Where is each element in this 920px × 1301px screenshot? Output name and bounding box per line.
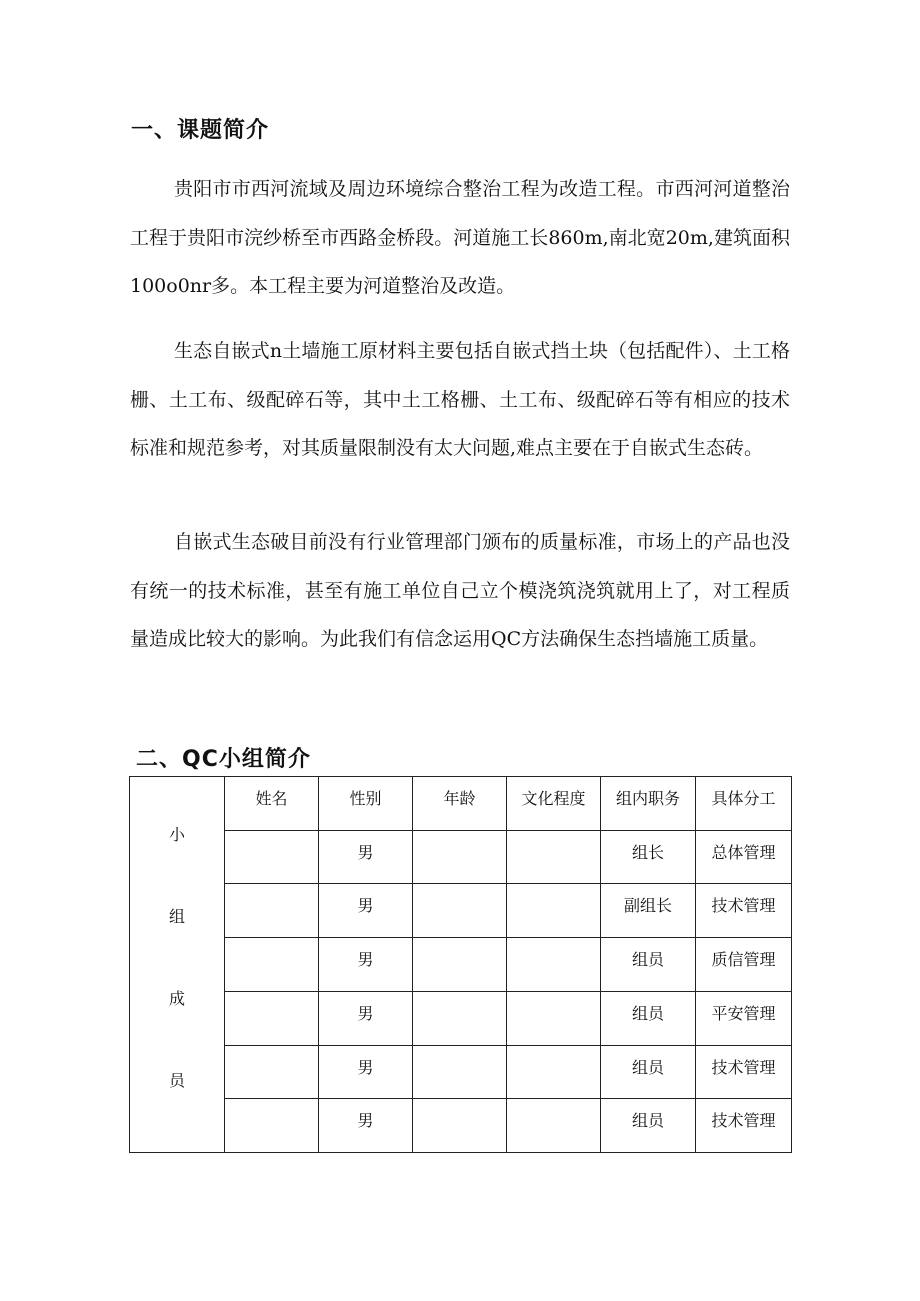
cell-duty: 技术管理 [696,1099,792,1153]
qc-members-table [129,776,792,1153]
group-members-label [130,777,225,1153]
table-row [130,1045,792,1099]
cell-education [507,830,601,884]
table-row [130,884,792,938]
column-header-age: 年龄 [413,777,507,831]
cell-role: 组员 [601,1045,696,1099]
cell-age [413,884,507,938]
cell-duty: 技术管理 [696,1045,792,1099]
cell-gender: 男 [319,1045,413,1099]
side-label-char: 成 [168,989,185,1008]
cell-name [225,1045,319,1099]
cell-role: 组长 [601,830,696,884]
cell-education [507,938,601,992]
section-heading-intro: 一、课题简介 [131,118,270,143]
cell-name [225,884,319,938]
column-header-duty: 具体分工 [696,777,792,831]
column-header-education: 文化程度 [507,777,601,831]
intro-paragraph-1: 贵阳市市西河流域及周边环境综合整治工程为改造工程。市西河河道整治工程于贵阳市浣纱桥至市西路金桥段。河道施工长860m,南北宽20m,建筑面积100o0nr多。本工程主要为河道整治及改造。 [130,178,790,297]
cell-role: 组员 [601,938,696,992]
intro-paragraph-2: 生态自嵌式n土墙施工原材料主要包括自嵌式挡土块（包括配件）、土工格栅、土工布、级配碎石等，其中土工格栅、土工布、级配碎石等有相应的技术标准和规范参考，对其质量限制没有太大问题,难点主要在于自嵌式生态砖。 [130,340,790,459]
table-row [130,991,792,1045]
cell-education [507,884,601,938]
table-header-row [130,777,792,831]
cell-gender: 男 [319,991,413,1045]
cell-duty: 技术管理 [696,884,792,938]
table-row [130,938,792,992]
cell-education [507,1045,601,1099]
column-header-gender: 性别 [319,777,413,831]
table-row [130,1099,792,1153]
cell-gender: 男 [319,830,413,884]
cell-role: 组员 [601,991,696,1045]
cell-role: 组员 [601,1099,696,1153]
cell-gender: 男 [319,884,413,938]
cell-education [507,1099,601,1153]
cell-duty: 质信管理 [696,938,792,992]
side-label-char: 小 [168,825,185,844]
side-label-char: 组 [168,907,185,926]
cell-duty: 平安管理 [696,991,792,1045]
column-header-role: 组内职务 [601,777,696,831]
intro-paragraph-3: 自嵌式生态破目前没有行业管理部门颁布的质量标准，市场上的产品也没有统一的技术标准，甚至有施工单位自己立个模浇筑浇筑就用上了，对工程质量造成比较大的影响。为此我们有信念运用QC方法确保生态挡墙施工质量。 [130,531,790,650]
table-row [130,830,792,884]
cell-name [225,1099,319,1153]
cell-age [413,938,507,992]
cell-role: 副组长 [601,884,696,938]
cell-age [413,830,507,884]
section-heading-qc-group: 二、QC小组简介 [136,747,311,772]
cell-name [225,830,319,884]
cell-name [225,938,319,992]
column-header-name: 姓名 [225,777,319,831]
cell-gender: 男 [319,938,413,992]
cell-age [413,991,507,1045]
cell-age [413,1099,507,1153]
cell-name [225,991,319,1045]
cell-education [507,991,601,1045]
cell-gender: 男 [319,1099,413,1153]
side-label-char: 员 [168,1071,185,1090]
cell-age [413,1045,507,1099]
cell-duty: 总体管理 [696,830,792,884]
